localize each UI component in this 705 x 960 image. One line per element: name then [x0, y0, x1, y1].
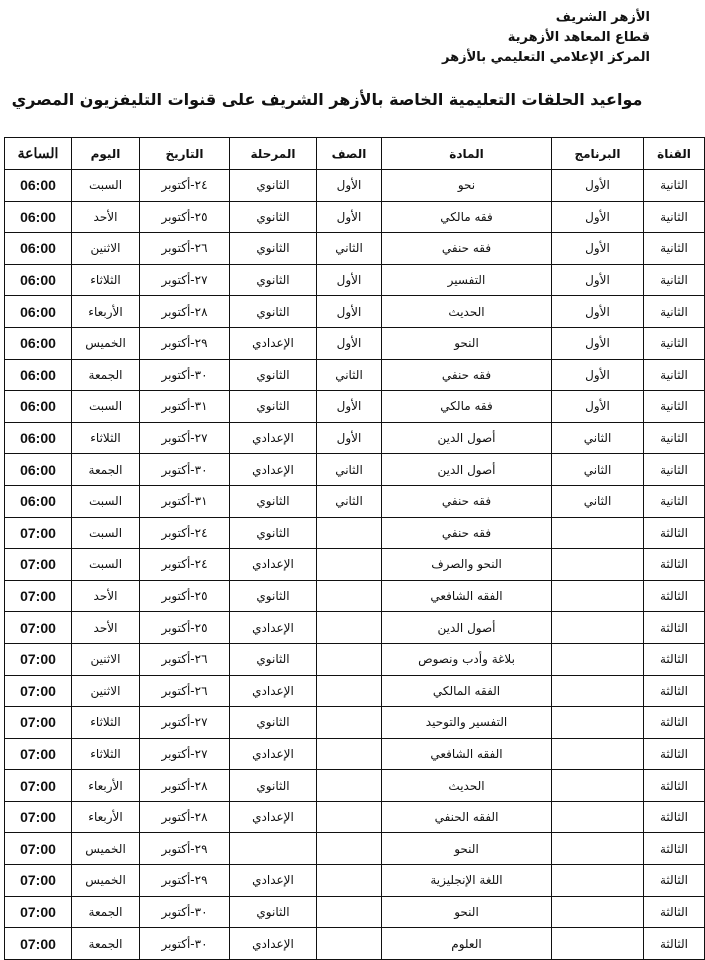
table-row [5, 170, 705, 202]
grade-cell [317, 738, 382, 770]
channel-cell: الثالثة [644, 707, 705, 739]
program-cell: الأول [552, 327, 644, 359]
time-cell: 06:00 [5, 485, 72, 517]
table-row [5, 738, 705, 770]
header-line-institutes-sector: قطاع المعاهد الأزهرية [507, 30, 650, 45]
subject-cell: أصول الدين [382, 612, 552, 644]
program-cell: الثاني [552, 422, 644, 454]
subject-cell: نحو [382, 170, 552, 202]
stage-cell: الإعدادي [230, 549, 317, 581]
subject-cell: فقه مالكي [382, 391, 552, 423]
channel-cell: الثانية [644, 454, 705, 486]
time-cell: 07:00 [5, 833, 72, 865]
day-cell: السبت [72, 517, 140, 549]
stage-cell [230, 833, 317, 865]
channel-cell: الثانية [644, 233, 705, 265]
subject-cell: التفسير والتوحيد [382, 707, 552, 739]
program-cell [552, 833, 644, 865]
grade-cell: الأول [317, 327, 382, 359]
stage-cell: الثانوي [230, 896, 317, 928]
stage-cell: الإعدادي [230, 865, 317, 897]
channel-cell: الثالثة [644, 580, 705, 612]
day-cell: الأربعاء [72, 296, 140, 328]
date-cell: ٣٠-أكتوبر [140, 928, 230, 960]
table-row [5, 833, 705, 865]
subject-cell: فقه حنفي [382, 517, 552, 549]
day-cell: الثلاثاء [72, 422, 140, 454]
grade-cell [317, 675, 382, 707]
subject-cell: فقه حنفي [382, 485, 552, 517]
subject-cell: الفقه الحنفي [382, 801, 552, 833]
table-row [5, 675, 705, 707]
table-row [5, 770, 705, 802]
header-line-media-center: المركز الإعلامي التعليمي بالأزهر [442, 50, 650, 65]
grade-cell: الأول [317, 296, 382, 328]
day-cell: الثلاثاء [72, 707, 140, 739]
subject-cell: بلاغة وأدب ونصوص [382, 643, 552, 675]
grade-cell [317, 549, 382, 581]
grade-cell [317, 865, 382, 897]
day-cell: الاثنين [72, 233, 140, 265]
subject-cell: النحو [382, 327, 552, 359]
date-cell: ٢٩-أكتوبر [140, 327, 230, 359]
header-grade: الصف [317, 138, 382, 170]
stage-cell: الثانوي [230, 770, 317, 802]
time-cell: 07:00 [5, 801, 72, 833]
day-cell: الاثنين [72, 643, 140, 675]
stage-cell: الثانوي [230, 485, 317, 517]
header-program: البرنامج [552, 138, 644, 170]
table-header-row [5, 138, 705, 170]
header-channel: القناة [644, 138, 705, 170]
table-row [5, 896, 705, 928]
date-cell: ٢٥-أكتوبر [140, 612, 230, 644]
program-cell [552, 675, 644, 707]
subject-cell: الحديث [382, 296, 552, 328]
program-cell [552, 707, 644, 739]
day-cell: الأحد [72, 580, 140, 612]
program-cell [552, 928, 644, 960]
time-cell: 07:00 [5, 707, 72, 739]
time-cell: 06:00 [5, 422, 72, 454]
day-cell: الجمعة [72, 359, 140, 391]
time-cell: 07:00 [5, 770, 72, 802]
program-cell: الأول [552, 170, 644, 202]
date-cell: ٢٤-أكتوبر [140, 517, 230, 549]
time-cell: 06:00 [5, 170, 72, 202]
date-cell: ٢٦-أكتوبر [140, 675, 230, 707]
time-cell: 06:00 [5, 233, 72, 265]
time-cell: 07:00 [5, 517, 72, 549]
header-date: التاريخ [140, 138, 230, 170]
program-cell: الأول [552, 264, 644, 296]
channel-cell: الثالثة [644, 928, 705, 960]
program-cell: الأول [552, 359, 644, 391]
time-cell: 07:00 [5, 643, 72, 675]
table-row [5, 928, 705, 960]
subject-cell: الفقه المالكي [382, 675, 552, 707]
date-cell: ٢٩-أكتوبر [140, 833, 230, 865]
table-row [5, 865, 705, 897]
date-cell: ٢٥-أكتوبر [140, 201, 230, 233]
table-row [5, 422, 705, 454]
subject-cell: الحديث [382, 770, 552, 802]
subject-cell: فقه حنفي [382, 359, 552, 391]
day-cell: الاثنين [72, 675, 140, 707]
program-cell [552, 801, 644, 833]
institution-header [442, 8, 650, 68]
day-cell: الخميس [72, 865, 140, 897]
date-cell: ٣١-أكتوبر [140, 391, 230, 423]
grade-cell [317, 928, 382, 960]
grade-cell: الأول [317, 201, 382, 233]
grade-cell: الثاني [317, 359, 382, 391]
subject-cell: النحو [382, 833, 552, 865]
date-cell: ٢٨-أكتوبر [140, 296, 230, 328]
stage-cell: الثانوي [230, 391, 317, 423]
grade-cell [317, 801, 382, 833]
channel-cell: الثالثة [644, 738, 705, 770]
stage-cell: الثانوي [230, 201, 317, 233]
program-cell [552, 612, 644, 644]
channel-cell: الثانية [644, 485, 705, 517]
day-cell: السبت [72, 549, 140, 581]
date-cell: ٢٦-أكتوبر [140, 643, 230, 675]
program-cell: الأول [552, 296, 644, 328]
grade-cell: الثاني [317, 454, 382, 486]
channel-cell: الثالثة [644, 770, 705, 802]
grade-cell [317, 580, 382, 612]
subject-cell: اللغة الإنجليزية [382, 865, 552, 897]
grade-cell [317, 896, 382, 928]
date-cell: ٢٧-أكتوبر [140, 264, 230, 296]
subject-cell: الفقه الشافعي [382, 738, 552, 770]
day-cell: الثلاثاء [72, 264, 140, 296]
date-cell: ٢٤-أكتوبر [140, 170, 230, 202]
stage-cell: الثانوي [230, 170, 317, 202]
program-cell [552, 865, 644, 897]
day-cell: الخميس [72, 833, 140, 865]
grade-cell [317, 770, 382, 802]
time-cell: 06:00 [5, 327, 72, 359]
stage-cell: الثانوي [230, 233, 317, 265]
channel-cell: الثالثة [644, 612, 705, 644]
time-cell: 07:00 [5, 580, 72, 612]
table-row [5, 264, 705, 296]
stage-cell: الثانوي [230, 643, 317, 675]
grade-cell [317, 707, 382, 739]
program-cell: الثاني [552, 485, 644, 517]
day-cell: الثلاثاء [72, 738, 140, 770]
time-cell: 07:00 [5, 738, 72, 770]
grade-cell: الثاني [317, 233, 382, 265]
day-cell: السبت [72, 485, 140, 517]
table-row [5, 327, 705, 359]
date-cell: ٢٧-أكتوبر [140, 738, 230, 770]
grade-cell [317, 833, 382, 865]
table-row [5, 201, 705, 233]
day-cell: الجمعة [72, 896, 140, 928]
table-row [5, 643, 705, 675]
channel-cell: الثانية [644, 264, 705, 296]
day-cell: الأحد [72, 612, 140, 644]
stage-cell: الثانوي [230, 296, 317, 328]
date-cell: ٣٠-أكتوبر [140, 454, 230, 486]
table-row [5, 233, 705, 265]
program-cell: الأول [552, 201, 644, 233]
page-title: مواعيد الحلقات التعليمية الخاصة بالأزهر الشريف على قنوات التليفزيون المصري [11, 90, 643, 109]
grade-cell: الأول [317, 422, 382, 454]
schedule-table [4, 137, 705, 960]
table-row [5, 485, 705, 517]
program-cell [552, 770, 644, 802]
channel-cell: الثالثة [644, 865, 705, 897]
date-cell: ٢٧-أكتوبر [140, 422, 230, 454]
stage-cell: الإعدادي [230, 422, 317, 454]
grade-cell: الثاني [317, 485, 382, 517]
program-cell [552, 517, 644, 549]
program-cell [552, 580, 644, 612]
time-cell: 06:00 [5, 454, 72, 486]
program-cell [552, 549, 644, 581]
time-cell: 06:00 [5, 391, 72, 423]
channel-cell: الثانية [644, 422, 705, 454]
channel-cell: الثالثة [644, 675, 705, 707]
stage-cell: الإعدادي [230, 801, 317, 833]
time-cell: 06:00 [5, 264, 72, 296]
date-cell: ٢٨-أكتوبر [140, 770, 230, 802]
date-cell: ٢٤-أكتوبر [140, 549, 230, 581]
date-cell: ٢٥-أكتوبر [140, 580, 230, 612]
grade-cell [317, 612, 382, 644]
subject-cell: النحو [382, 896, 552, 928]
channel-cell: الثانية [644, 201, 705, 233]
channel-cell: الثالثة [644, 801, 705, 833]
stage-cell: الإعدادي [230, 327, 317, 359]
program-cell [552, 643, 644, 675]
date-cell: ٣٠-أكتوبر [140, 896, 230, 928]
day-cell: الجمعة [72, 454, 140, 486]
subject-cell: الفقه الشافعي [382, 580, 552, 612]
schedule-body [5, 170, 705, 960]
channel-cell: الثانية [644, 359, 705, 391]
grade-cell [317, 517, 382, 549]
header-day: اليوم [72, 138, 140, 170]
channel-cell: الثانية [644, 296, 705, 328]
stage-cell: الإعدادي [230, 454, 317, 486]
date-cell: ٣٠-أكتوبر [140, 359, 230, 391]
header-subject: المادة [382, 138, 552, 170]
time-cell: 06:00 [5, 359, 72, 391]
table-row [5, 517, 705, 549]
day-cell: الجمعة [72, 928, 140, 960]
stage-cell: الثانوي [230, 580, 317, 612]
header-time: الساعة [5, 138, 72, 170]
program-cell [552, 738, 644, 770]
time-cell: 06:00 [5, 296, 72, 328]
table-row [5, 707, 705, 739]
stage-cell: الإعدادي [230, 928, 317, 960]
table-row [5, 391, 705, 423]
stage-cell: الإعدادي [230, 738, 317, 770]
date-cell: ٢٩-أكتوبر [140, 865, 230, 897]
date-cell: ٢٦-أكتوبر [140, 233, 230, 265]
subject-cell: أصول الدين [382, 422, 552, 454]
channel-cell: الثالثة [644, 517, 705, 549]
stage-cell: الإعدادي [230, 675, 317, 707]
program-cell: الأول [552, 391, 644, 423]
grade-cell: الأول [317, 170, 382, 202]
header-line-azhar: الأزهر الشريف [555, 10, 650, 25]
table-row [5, 549, 705, 581]
program-cell [552, 896, 644, 928]
table-row [5, 580, 705, 612]
table-row [5, 296, 705, 328]
program-cell: الأول [552, 233, 644, 265]
subject-cell: فقه حنفي [382, 233, 552, 265]
time-cell: 07:00 [5, 928, 72, 960]
date-cell: ٣١-أكتوبر [140, 485, 230, 517]
subject-cell: فقه مالكي [382, 201, 552, 233]
table-row [5, 801, 705, 833]
channel-cell: الثانية [644, 170, 705, 202]
table-row [5, 454, 705, 486]
time-cell: 07:00 [5, 675, 72, 707]
time-cell: 07:00 [5, 549, 72, 581]
time-cell: 07:00 [5, 896, 72, 928]
stage-cell: الثانوي [230, 359, 317, 391]
subject-cell: التفسير [382, 264, 552, 296]
channel-cell: الثالثة [644, 549, 705, 581]
time-cell: 07:00 [5, 612, 72, 644]
subject-cell: النحو والصرف [382, 549, 552, 581]
stage-cell: الثانوي [230, 264, 317, 296]
grade-cell [317, 643, 382, 675]
program-cell: الثاني [552, 454, 644, 486]
day-cell: الأحد [72, 201, 140, 233]
day-cell: السبت [72, 391, 140, 423]
channel-cell: الثالثة [644, 833, 705, 865]
table-row [5, 359, 705, 391]
subject-cell: أصول الدين [382, 454, 552, 486]
day-cell: السبت [72, 170, 140, 202]
date-cell: ٢٧-أكتوبر [140, 707, 230, 739]
grade-cell: الأول [317, 264, 382, 296]
day-cell: الأربعاء [72, 770, 140, 802]
subject-cell: العلوم [382, 928, 552, 960]
stage-cell: الإعدادي [230, 612, 317, 644]
channel-cell: الثالثة [644, 896, 705, 928]
header-stage: المرحلة [230, 138, 317, 170]
date-cell: ٢٨-أكتوبر [140, 801, 230, 833]
day-cell: الأربعاء [72, 801, 140, 833]
channel-cell: الثالثة [644, 643, 705, 675]
time-cell: 07:00 [5, 865, 72, 897]
stage-cell: الثانوي [230, 707, 317, 739]
day-cell: الخميس [72, 327, 140, 359]
grade-cell: الأول [317, 391, 382, 423]
table-row [5, 612, 705, 644]
channel-cell: الثانية [644, 327, 705, 359]
stage-cell: الثانوي [230, 517, 317, 549]
channel-cell: الثانية [644, 391, 705, 423]
time-cell: 06:00 [5, 201, 72, 233]
